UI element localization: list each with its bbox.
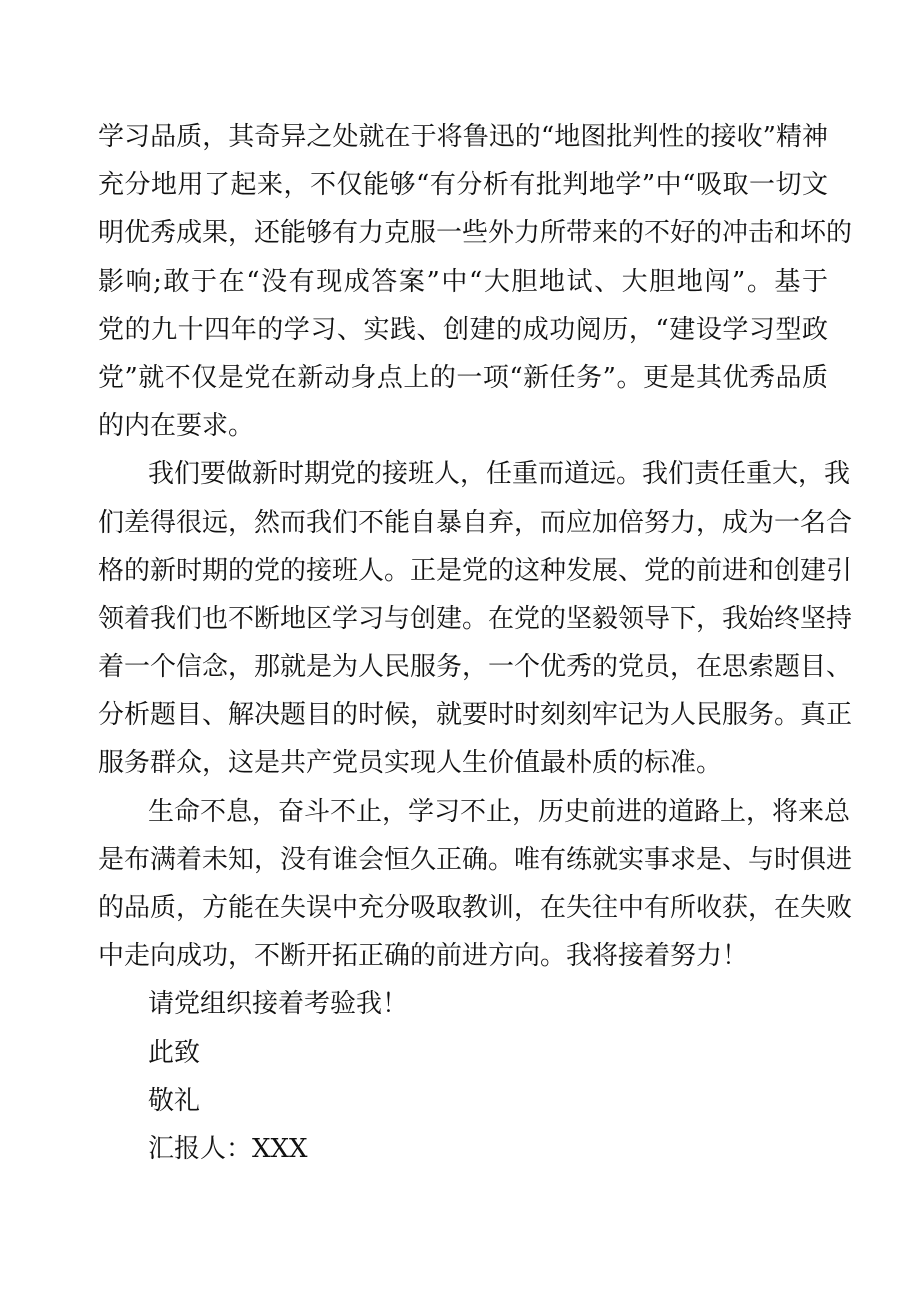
document-body [98,113,853,1173]
paragraph-line: 是布满着未知，没有谁会恒久正确。唯有练就实事求是、与时俱进 [98,844,853,875]
salutation-line: 此致 [148,1037,201,1068]
paragraph-line: 生命不息，奋斗不止，学习不止，历史前进的道路上，将来总 [148,796,851,827]
closing-request: 请党组织接着考验我！ [148,989,409,1020]
paragraph-line: 着一个信念，那就是为人民服务，一个优秀的党员，在思索题目、 [98,652,853,683]
paragraph-line: 格的新时期的党的接班人。正是党的这种发展、党的前进和创建引 [98,555,853,586]
paragraph-line: 党”就不仅是党在新动身点上的一项“新任务”。更是其优秀品质 [98,362,828,393]
paragraph-line: 的品质，方能在失误中充分吸取教训，在失往中有所收获，在失败 [98,893,853,923]
paragraph-line: 领着我们也不断地区学习与创建。在党的坚毅领导下，我始终坚持 [98,603,853,634]
paragraph-line: 分析题目、解决题目的时候，就要时时刻刻牢记为人民服务。真正 [98,700,853,731]
paragraph-line: 服务群众，这是共产党员实现人生价值最朴质的标准。 [98,748,723,779]
paragraph-line: 党的九十四年的学习、实践、创建的成功阅历，“建设学习型政 [98,314,828,345]
paragraph-line: 充分地用了起来，不仅能够“有分析有批判地学”中“吸取一切文 [98,170,828,201]
reporter-signature: 汇报人：XXX [148,1133,308,1164]
paragraph-line: 们差得很远，然而我们不能自暴自弃，而应加倍努力，成为一名合 [98,507,853,538]
paragraph-line: 影响;敢于在“没有现成答案”中“大胆地试、大胆地闯”。基于 [98,266,828,297]
paragraph-line: 我们要做新时期党的接班人，任重而道远。我们责任重大，我 [148,459,851,490]
paragraph-line: 明优秀成果，还能够有力克服一些外力所带来的不好的冲击和坏的 [98,218,853,249]
paragraph-line: 的内在要求。 [98,411,255,442]
paragraph-line: 学习品质，其奇异之处就在于将鲁迅的“地图批判性的接收”精神 [98,122,828,152]
paragraph-line: 中走向成功，不断开拓正确的前进方向。我将接着努力！ [98,941,749,972]
salutation-line: 敬礼 [148,1085,201,1116]
